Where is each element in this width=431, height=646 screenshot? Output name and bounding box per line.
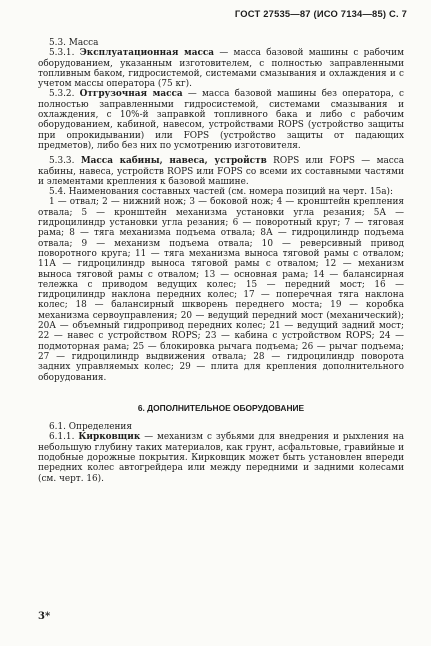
clause-term: Эксплуатационная масса [79,48,215,59]
clause-text: — масса базовой машины без оператора, с полностью заправленными гидросистемой, системами смазывания и охлаждения, с 10%-й заправкой топливного бака и либо с рабочим оборудованием, кабиной, навесом, устройствами ROPS (устройство защиты при опрокидывании) или FOPS (устройство защиты от падающих предметов), либо без них по усмотрению изготовителя. [38,89,405,151]
clause-5-4 [38,187,404,197]
clause-text: Наименования составных частей (см. номера позиций на черт. 15а): [68,187,393,198]
clause-5-3-3 [38,156,404,187]
clause-text: — механизм с зубьями для внедрения и рыхления на небольшую глубину таких материалов, как грунт, асфальтовые, гравийные и подобные дорожные покрытия. Кирковщик может быть установлен впереди передних колес автогрейдера или между передними и задними колесами (см. черт. 16). [38,432,404,484]
page-content [38,38,404,484]
heading-5-3 [38,38,404,48]
clause-6-1-1 [38,432,404,483]
parts-list-text: 1 — отвал; 2 — нижний нож; 3 — боковой нож; 4 — кронштейн крепления отвала; 5 — кронштейн механизма установки угла резания; 5А — гидроцилиндр установки угла резания; 6 — поворотный круг; 7 — тяговая рама; 8 — тяга механизма подъема отвала; 8А — гидроцилиндр подъема отвала; 9 — механизм подъема отвала; 10 — реверсивный привод поворотного круга; 11 — тяга механизма выноса тяговой рамы с отвалом; 11А — гидроцилиндр выноса тяговой рамы с отвалом; 12 — механизм выноса тяговой рамы с отвалом; 13 — основная рама; 14 — балансирная тележка с приводом ведущих колес; 15 — передний мост; 16 — гидроцилиндр наклона передних колес; 17 — поперечная тяга наклона колес; 18 — балансирный шкворень переднего моста; 19 — коробка механизма сервоуправления; 20 — ведущий передний мост (механический); 20А — объемный гидропривод передних колес; 21 — ведущий задний мост; 22 — навес с устройством ROPS; 23 — кабина с устройством ROPS; 24 — подмоторная рама; 25 — блокировка рычага подъема; 26 — рычаг подъема; 27 — гидроцилиндр выдвижения отвала; 28 — гидроцилиндр поворота задних управляемых колес; 29 — плита для крепления дополнительного оборудования. [38,197,404,383]
clause-term: Кирковщик [78,432,141,443]
heading-text: 6.1. Определения [49,422,132,433]
clause-number: 5.3.2. [49,89,75,100]
clause-term: Масса кабины, навеса, устройств [80,156,267,167]
clause-text: ROPS или FOPS — масса кабины, навеса, устройств ROPS или FOPS со всеми их составными частями и элементами крепления к базовой машине. [38,156,404,187]
parts-list [38,197,404,382]
clause-number: 5.3.1. [49,48,75,59]
clause-5-3-2 [38,89,404,151]
clause-term: Отгрузочная масса [79,89,183,100]
clause-number: 6.1.1. [49,432,75,443]
clause-number: 5.3.3. [49,156,75,167]
clause-5-3-1 [38,48,404,89]
heading-6-1 [38,422,404,432]
heading-text: 5.3. Масса [49,38,99,48]
clause-text: — масса базовой машины с рабочим оборудованием, указанным изготовителем, с полностью заправленными топливным баком, гидросистемой, системами смазывания и охлаждения и с учетом массы оператора (75 кг). [38,48,404,90]
page-header: ГОСТ 27535—87 (ИСО 7134—85) С. 7 [234,8,407,19]
section-heading-6: 6. ДОПОЛНИТЕЛЬНОЕ ОБОРУДОВАНИЕ [137,402,305,413]
clause-number: 5.4. [49,187,66,198]
page-footer-mark: 3* [38,611,51,622]
